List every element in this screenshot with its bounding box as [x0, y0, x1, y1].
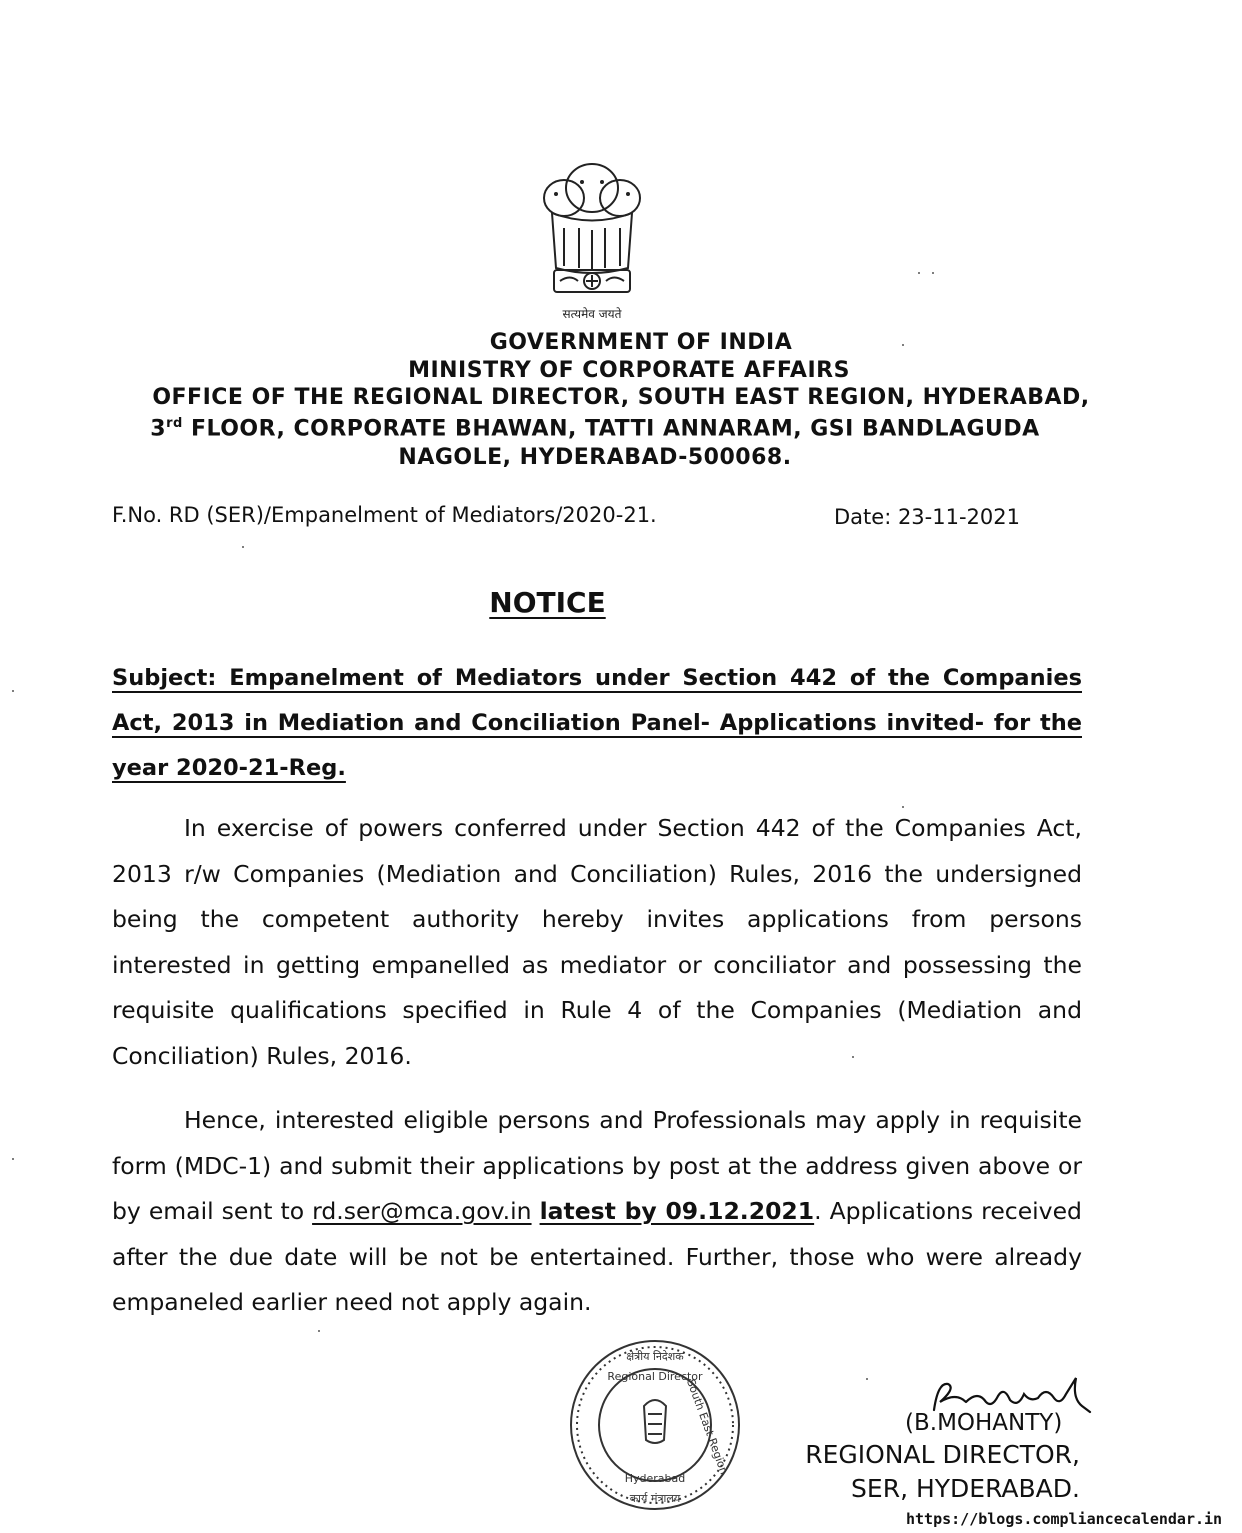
- svg-text:South East Region: South East Region: [684, 1377, 731, 1477]
- para2-text-pre: Hence, interested eligible persons and Professionals may apply in requisite form (MDC-1) and submit their applications by post at the address given above or by email sent to: [112, 1106, 1082, 1225]
- floor-number: 3: [150, 416, 167, 442]
- scan-speck: [902, 344, 904, 346]
- svg-text:क्षेत्रीय निदेशक: क्षेत्रीय निदेशक: [626, 1350, 684, 1363]
- notice-subject: Subject: Empanelment of Mediators under Section 442 of the Companies Act, 2013 in Mediation and Conciliation Panel- Applications invited- for the year 2020-21-Reg.: [112, 665, 1082, 781]
- para2-text-post: . Applications received after the due date will be not be entertained. Further, those who were already empaneled earlier need not apply again.: [112, 1197, 1082, 1316]
- scan-speck: [318, 1330, 320, 1332]
- scan-speck: [12, 1158, 14, 1160]
- header-office: OFFICE OF THE REGIONAL DIRECTOR, SOUTH EAST REGION, HYDERABAD,: [152, 385, 1090, 410]
- notice-date: Date: 23-11-2021: [834, 505, 1020, 529]
- office-seal-icon: [566, 1336, 744, 1514]
- body-paragraph-2: [112, 1098, 1082, 1326]
- svg-text:Hyderabad: Hyderabad: [624, 1472, 686, 1485]
- signatory-name: (B.MOHANTY): [905, 1410, 1063, 1436]
- ashoka-emblem-icon: [534, 158, 650, 326]
- source-watermark: https://blogs.compliancecalendar.in: [906, 1510, 1223, 1528]
- signatory-title: REGIONAL DIRECTOR,: [805, 1440, 1080, 1469]
- scan-speck: [12, 690, 14, 692]
- scan-speck: [902, 806, 904, 808]
- scan-speck: [932, 272, 934, 274]
- floor-superscript: rd: [166, 416, 183, 431]
- email-link[interactable]: rd.ser@mca.gov.in: [312, 1197, 532, 1225]
- emblem-motto: सत्यमेव जयते: [562, 307, 622, 321]
- scan-speck: [918, 272, 920, 274]
- signatory-office: SER, HYDERABAD.: [851, 1474, 1080, 1503]
- header-government: GOVERNMENT OF INDIA: [489, 330, 793, 355]
- address-rest: FLOOR, CORPORATE BHAWAN, TATTI ANNARAM, GSI BANDLAGUDA: [182, 416, 1040, 442]
- notice-heading: NOTICE: [489, 586, 606, 619]
- header-address-line1: [0, 416, 1216, 441]
- scan-speck: [866, 1378, 868, 1380]
- scan-speck: [852, 1056, 854, 1058]
- svg-text:कार्य मंत्रालय: कार्य मंत्रालय: [629, 1492, 681, 1505]
- file-number: F.No. RD (SER)/Empanelment of Mediators/2020-21.: [112, 503, 657, 527]
- header-ministry: MINISTRY OF CORPORATE AFFAIRS: [408, 358, 850, 383]
- deadline-text: latest by 09.12.2021: [539, 1197, 815, 1225]
- signatory-designation: [800, 1438, 1080, 1506]
- body-paragraph-1: In exercise of powers conferred under Section 442 of the Companies Act, 2013 r/w Companies (Mediation and Conciliation) Rules, 2016 the undersigned being the competent authority hereby invites applications from persons interested in getting empanelled as mediator or conciliator and possessing the requisite qualifications specified in Rule 4 of the Companies (Mediation and Conciliation) Rules, 2016.: [112, 814, 1082, 1070]
- header-address-line2: NAGOLE, HYDERABAD-500068.: [398, 445, 792, 470]
- scan-speck: [242, 546, 244, 548]
- svg-text:Regional Director: Regional Director: [607, 1370, 703, 1383]
